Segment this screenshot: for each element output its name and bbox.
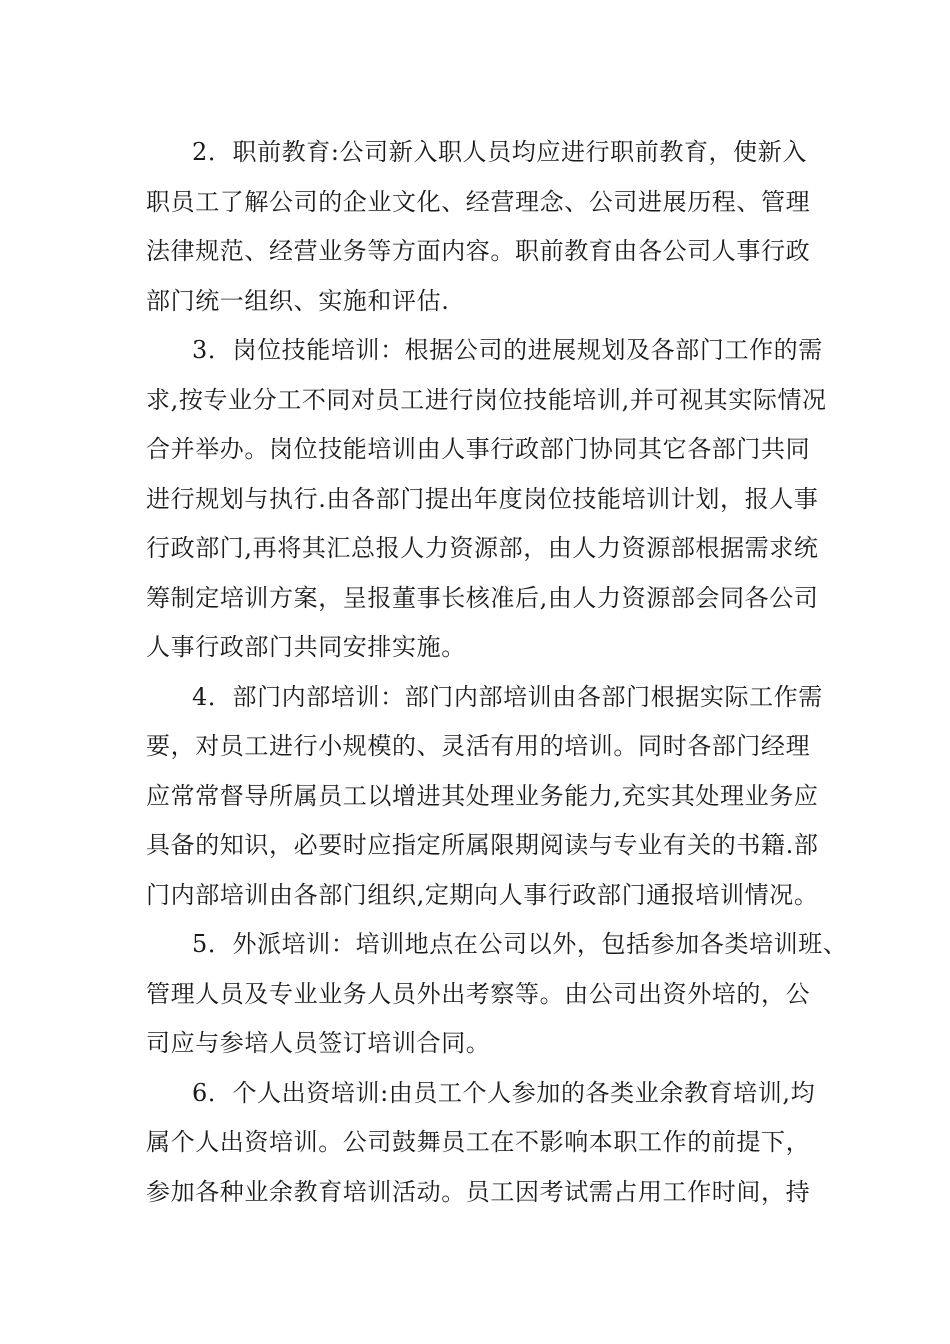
paragraph-self-funded-training [146, 1069, 814, 1218]
text-line: 应常常督导所属员工以增进其处理业务能力,充实其处理业务应 [146, 781, 819, 810]
text-line: 行政部门,再将其汇总报人力资源部，由人力资源部根据需求统 [146, 534, 819, 562]
text-line: 4．部门内部培训：部门内部培训由各部门根据实际工作需 [192, 682, 823, 711]
text-line: 部门统一组织、实施和评估. [146, 286, 450, 315]
text-line: 法律规范、经营业务等方面内容。职前教育由各公司人事行政 [146, 237, 811, 265]
paragraph-internal-department-training [146, 673, 823, 921]
text-line: 要，对员工进行小规模的、灵活有用的培训。同时各部门经理 [146, 732, 811, 760]
text-line: 6．个人出资培训:由员工个人参加的各类业余教育培训,均 [192, 1078, 816, 1107]
paragraph-pre-employment-education [146, 128, 814, 326]
text-line: 合并举办。岗位技能培训由人事行政部门协同其它各部门共同 [146, 435, 811, 463]
text-line: 职员工了解公司的企业文化、经营理念、公司进展历程、管理 [146, 187, 811, 216]
text-line: 属个人出资培训。公司鼓舞员工在不影响本职工作的前提下， [146, 1128, 811, 1156]
text-line: 筹制定培训方案，呈报董事长核准后,由人力资源部会同各公司 [146, 583, 819, 612]
text-line: 进行规划与执行.由各部门提出年度岗位技能培训计划，报人事 [146, 484, 819, 513]
text-line: 求,按专业分工不同对员工进行岗位技能培训,并可视其实际情况 [146, 385, 827, 414]
text-line: 2．职前教育:公司新入职人员均应进行职前教育，使新入 [192, 138, 807, 166]
text-line: 5．外派培训：培训地点在公司以外，包括参加各类培训班、 [192, 930, 848, 958]
text-line: 人事行政部门共同安排实施。 [146, 633, 466, 661]
paragraph-job-skill-training [146, 326, 827, 673]
paragraph-external-training [146, 920, 848, 1069]
document-body [146, 128, 848, 1217]
text-line: 门内部培训由各部门组织,定期向人事行政部门通报培训情况。 [146, 880, 819, 909]
text-line: 管理人员及专业业务人员外出考察等。由公司出资外培的，公 [146, 979, 811, 1008]
text-line: 具备的知识，必要时应指定所属限期阅读与专业有关的书籍.部 [146, 831, 819, 859]
text-line: 3．岗位技能培训：根据公司的进展规划及各部门工作的需 [192, 336, 823, 364]
text-line: 司应与参培人员签订培训合同。 [146, 1029, 491, 1057]
text-line: 参加各种业余教育培训活动。员工因考试需占用工作时间，持 [146, 1177, 811, 1206]
